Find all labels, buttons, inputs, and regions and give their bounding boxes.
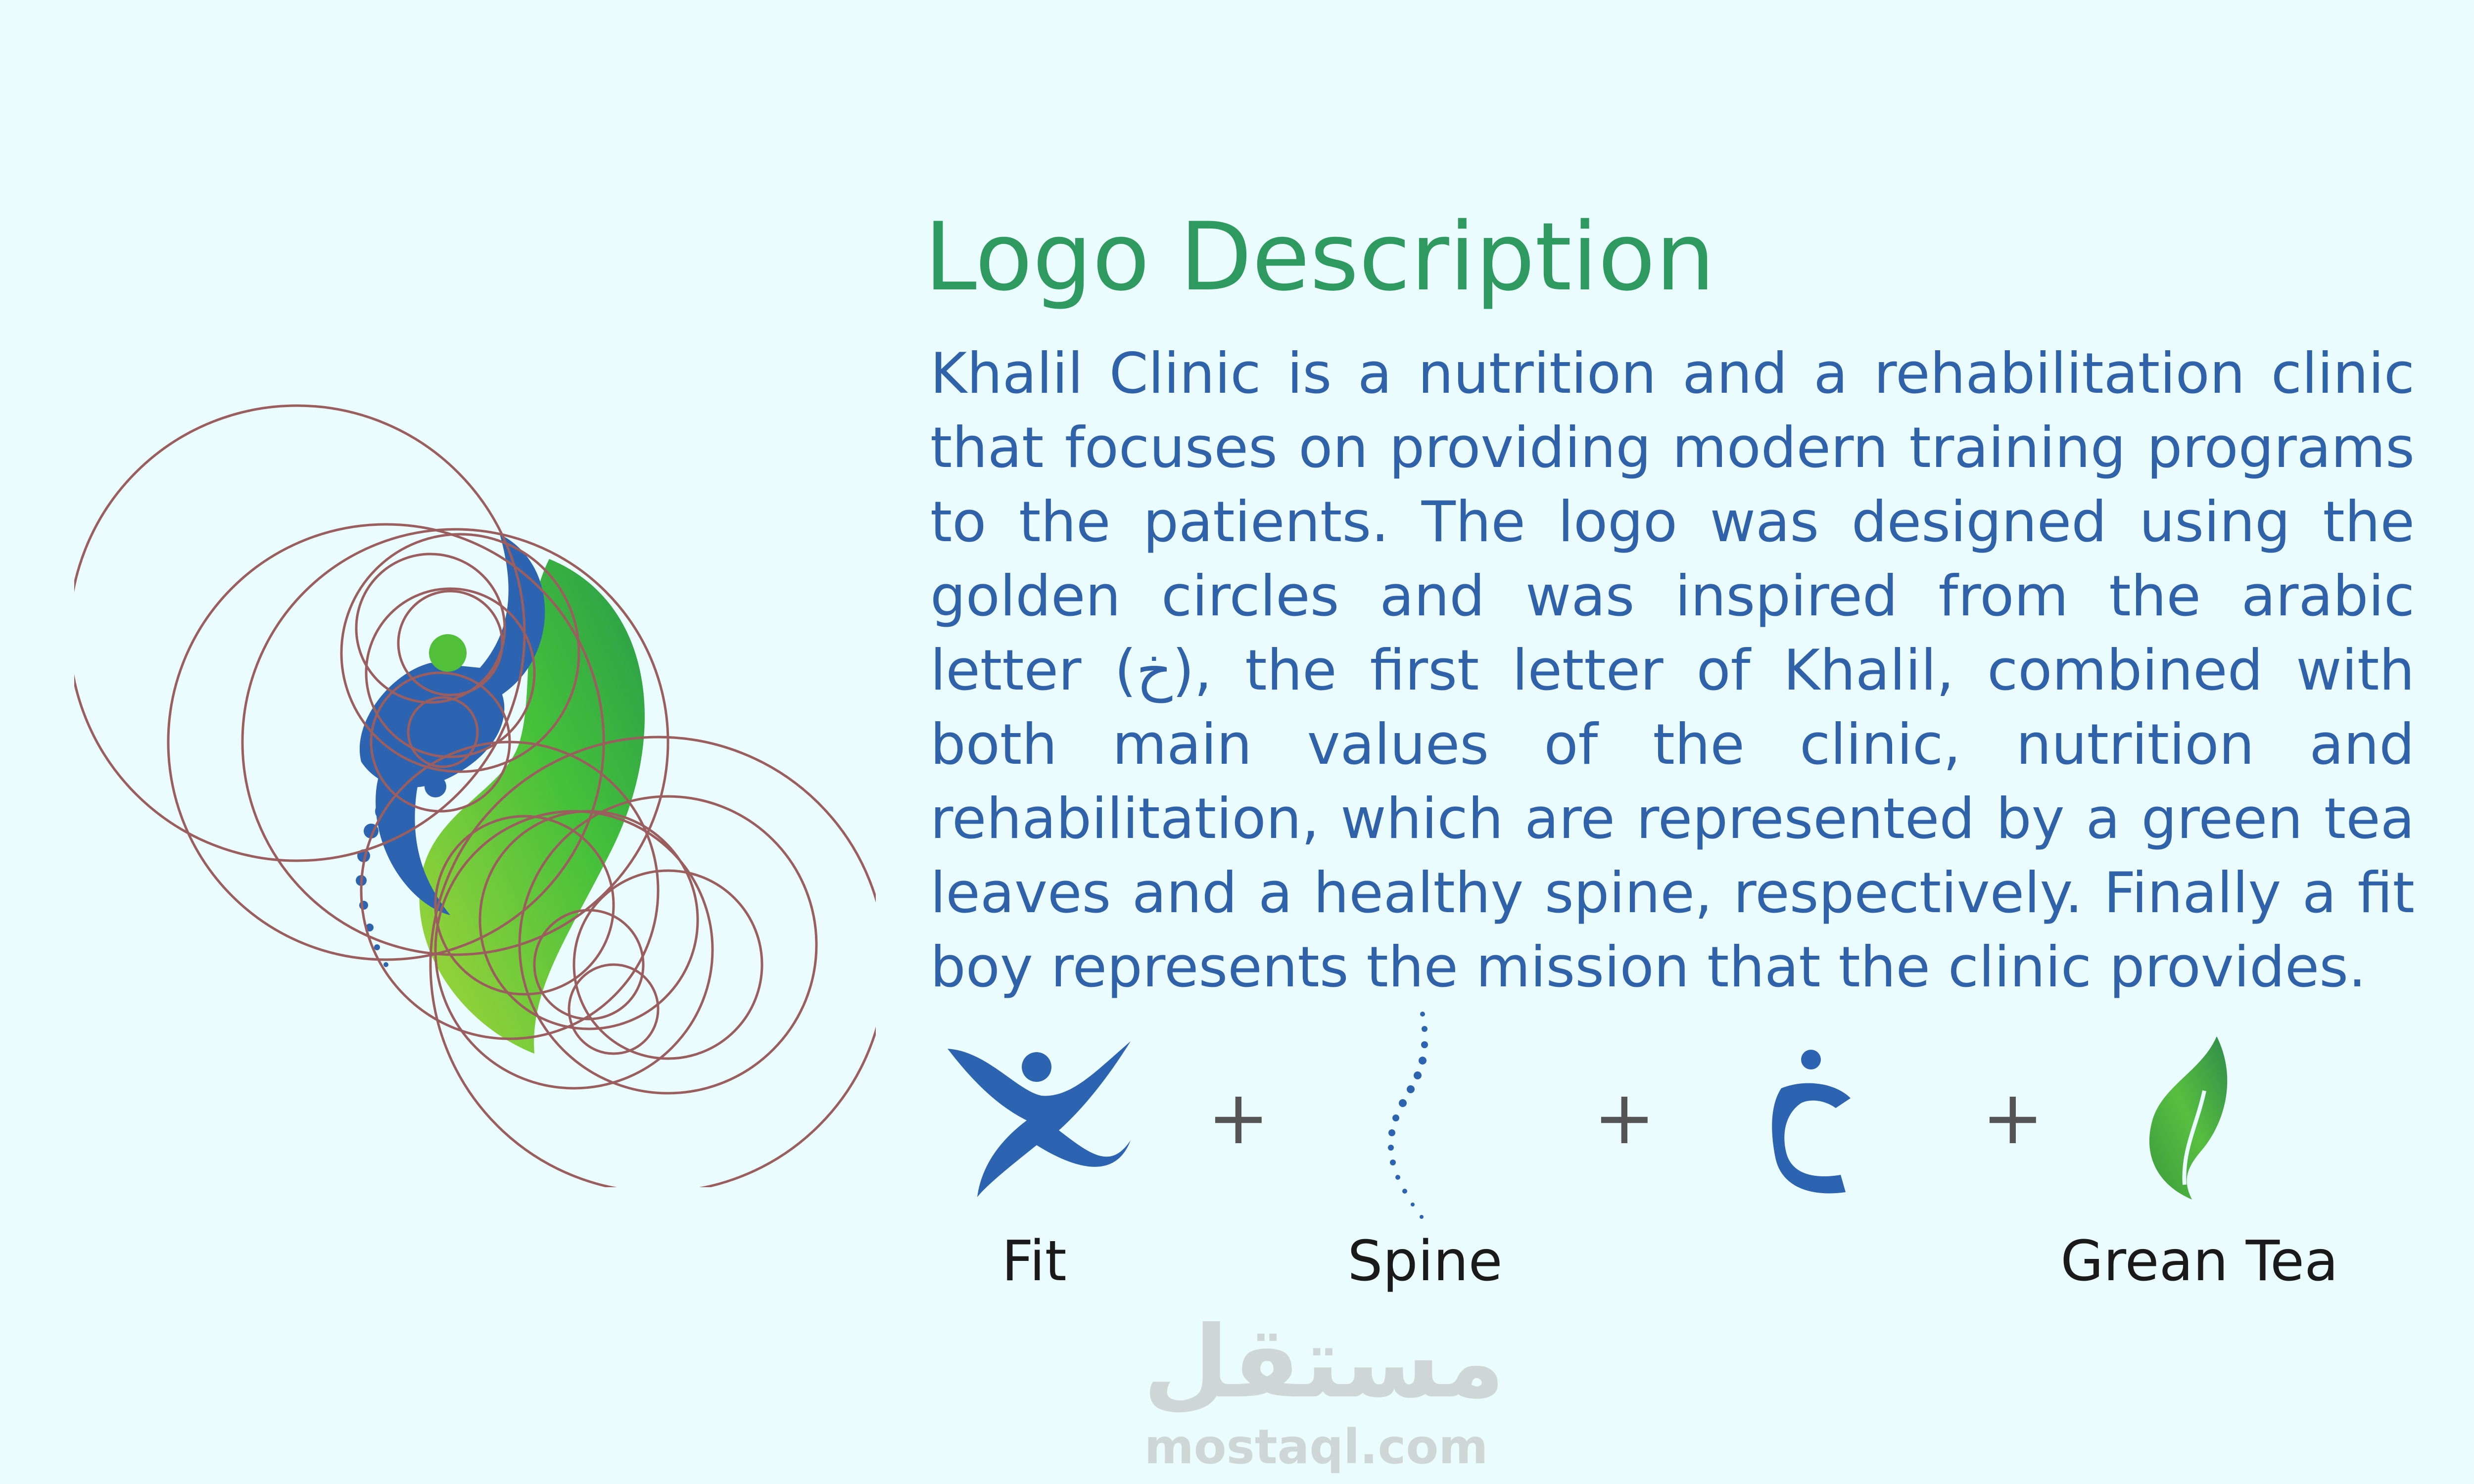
caption-green-tea: Grean Tea (2060, 1229, 2338, 1294)
watermark-latin-text: mostaql.com (1144, 1419, 1488, 1475)
watermark-arabic-text: مستقل (1143, 1305, 1505, 1420)
page-title: Logo Description (924, 202, 1715, 312)
plus-sign-3: + (1982, 1075, 2044, 1161)
logo-construction-diagram (74, 396, 876, 1187)
caption-fit: Fit (1001, 1229, 1067, 1294)
mostaql-watermark (1143, 1305, 1505, 1475)
plus-sign-2: + (1593, 1075, 1656, 1161)
green-tea-leaf-icon (2142, 1036, 2232, 1200)
arabic-letter-khah-icon (1771, 1049, 1856, 1197)
golden-circles-logo-icon (74, 396, 876, 1187)
plus-sign-1: + (1207, 1075, 1270, 1161)
spine-icon (1363, 1009, 1442, 1222)
fit-figure-icon (943, 1036, 1136, 1200)
logo-description-paragraph: Khalil Clinic is a nutrition and a rehabilitation clinic that focuses on providing modern training programs to the patients. The logo was designed using the golden circles and was inspired from the arabic letter (خ), the first letter of Khalil, combined with both main values of the clinic, nutrition and rehabilitation, which are represented by a green tea leaves and a healthy spine, respectively. Finally a fit boy represents the mission that the clinic provides. (930, 341, 2415, 1000)
caption-spine: Spine (1347, 1229, 1503, 1294)
